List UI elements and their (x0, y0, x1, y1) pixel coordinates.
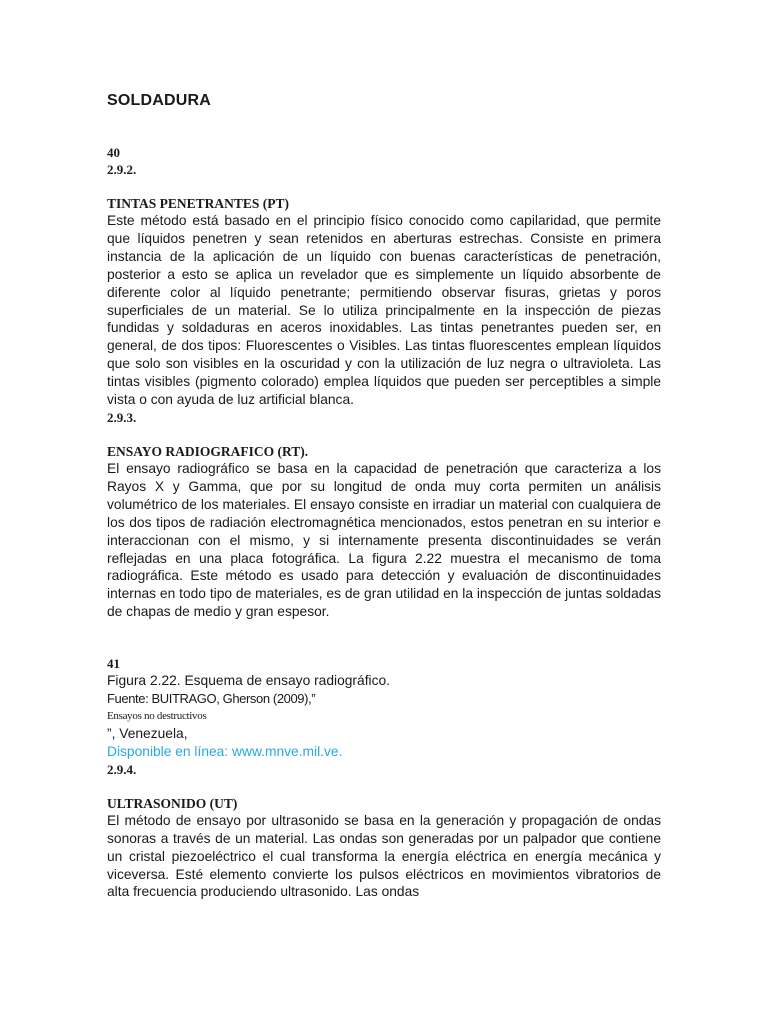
figure-source-book-title: Ensayos no destructivos (107, 710, 207, 723)
section-number: 2.9.4. (107, 761, 137, 777)
figure-source: Fuente: BUITRAGO, Gherson (2009),” (107, 691, 316, 707)
page-number: 41 (107, 656, 120, 672)
spacer (107, 621, 661, 655)
figure-source-location: ”, Venezuela, (107, 726, 188, 742)
section-number: 2.9.3. (107, 409, 137, 425)
section-body-ultrasonido: El método de ensayo por ultrasonido se basa en la generación y propagación de ondas sonoras a través de un material. Las ondas son generadas por un palpador que contiene un cristal piezoeléctrico el cual transforma la energía eléctrica en energía mecánica y viceversa. Esté elemento convierte los pulsos eléctricos en movimientos vibratorios de alta frecuencia produciendo ultrasonido. Las ondas (107, 812, 661, 900)
section-body-tintas: Este método está basado en el principio físico conocido como capilaridad, que permite que líquidos penetren y sean retenidos en aberturas estrechas. Consiste en primera instancia de la aplicación de un líquido con buenas características de penetración, posterior a esto se aplica un revelador que es simplemente un líquido absorbente de diferente color al líquido penetrante; permitiendo observar fisuras, grietas y poros superficiales de un material. Se lo utiliza principalmente en la inspección de piezas fundidas y soldaduras en aceros inoxidables. Las tintas penetrantes pueden ser, en general, de dos tipos: Fluorescentes o Visibles. Las tintas fluorescentes emplean líquidos que solo son visibles en la oscuridad y con la utilización de luz negra o ultravioleta. Las tintas visibles (pigmento colorado) emplea líquidos que pueden ser perceptibles a simple vista o con ayuda de luz artificial blanca. (107, 213, 661, 408)
figure-caption: Figura 2.22. Esquema de ensayo radiográfico. (107, 673, 391, 689)
source-link[interactable]: Disponible en línea: www.mnve.mil.ve. (107, 743, 343, 759)
section-title-ultrasonido: ULTRASONIDO (UT) (107, 795, 238, 811)
document-title: SOLDADURA (107, 92, 212, 109)
section-title-tintas: TINTAS PENETRANTES (PT) (107, 196, 290, 211)
document-page (107, 92, 661, 901)
section-number: 2.9.2. (107, 162, 137, 177)
page-number: 40 (107, 145, 120, 160)
section-body-radiografico: El ensayo radiográfico se basa en la capacidad de penetración que caracteriza a los Rayos X y Gamma, que por su longitud de onda muy corta permiten un análisis volumétrico de los materiales. El ensayo consiste en irradiar un material con cualquiera de los dos tipos de radiación electromagnética mencionados, estos penetran en su interior e interaccionan con el mismo, y si internamente presenta discontinuidades se verán reflejadas en una placa fotográfica. La figura 2.22 muestra el mecanismo de toma radiográfica. Este método es usado para detección y evaluación de discontinuidades internas en todo tipo de materiales, es de gran utilidad en la inspección de juntas soldadas de chapas de medio y gran espesor. (107, 460, 661, 620)
section-title-radiografico: ENSAYO RADIOGRAFICO (RT). (107, 443, 309, 459)
